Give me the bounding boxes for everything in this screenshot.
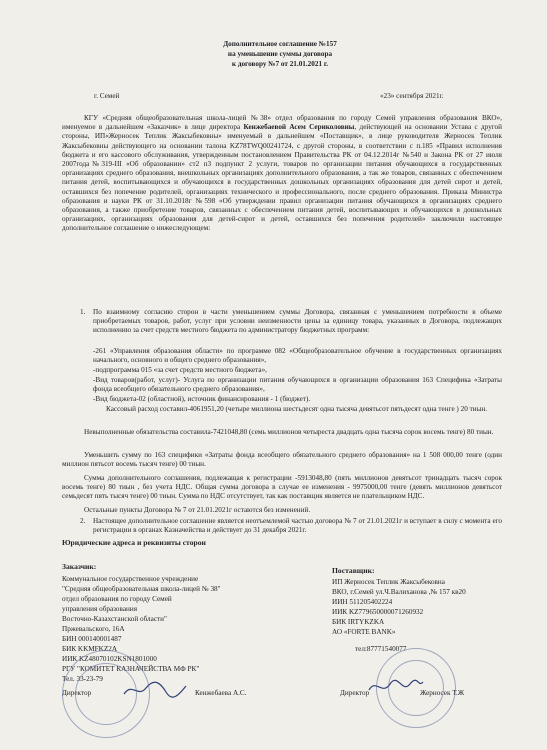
cash-expense: Кассовый расход составил-4061951,20 (четыре миллиона шестьдесят одна тысяча девятьсот пятьдесят одна тенге ) 20 тиын.: [106, 405, 488, 413]
legal-heading: Юридические адреса и реквизиты сторон: [62, 538, 206, 547]
supplier-line: ВКО, г.Семей ул.Ч.Валиханова ,№ 157 кв20: [332, 588, 466, 596]
customer-director-name: Кенжебаева А.С.: [195, 689, 247, 697]
title-line-1: Дополнительное соглашение №157: [223, 40, 337, 48]
supplier-heading: Поставщик:: [332, 566, 375, 575]
title-line-2: на уменьшение суммы договора: [227, 50, 333, 58]
program-line-4: -Вид бюджета-02 (областной), источник финансирования - 1 (бюджет).: [93, 395, 311, 403]
item-2-number: 2.: [80, 517, 86, 525]
customer-line: Тел. 33-23-79: [62, 675, 103, 683]
supplier-director-name: Жерносек Т.Ж: [420, 689, 465, 697]
intro-text-2: , действующей на основании Устава с другой стороны, ИП«Жерносек Теплик Жаксыбековны» именуемый в дальнейшем «Поставщик», в лице руководителя Жерносек Теплик Жаксыбековны действующего на основании талона KZ78TWQ00241724, с другой стороны, в соответствии с п.185 «Правил исполнения бюджета и его кассового обслуживания, утвержденным постановлением Правительства РК от 04.12.2014г №540 и Закона РК от 27 июля 2007года№319-III «Об образовании» ст2 п3 подпункт 2 услуги, товаров по организации питания обучающихся в государственных организациях среднего образования, внешкольных организациях дополнительного образования, а так же товаров, связанных с обеспечением питания детей, воспитывающихся и обучающихся в государственных дошкольных организациях образования для детей сирот и детей, оставшихся без попечение родителей, организациях технического и профессионального, после среднего образования. Приказа Министра образования и науки РК от 31.10.2018г №598 «Об утверждении правил организации питания обучающихся в организациях среднего образования, а также приобретение товаров, связанных с обеспечением питания детей, воспитывающих и обучающихся в дошкольных организациях, организациях образования для детей-сирот и детей, оставшихся без попечения родителей» заключили настоящее дополнительное соглашение о нижеследующем:: [62, 123, 502, 233]
director-name-bold: Кенжебаевой Асем Сериколовны: [243, 123, 355, 132]
supplier-director-label: Директор: [340, 689, 370, 697]
customer-line: БИК KKMFKZ2A: [62, 645, 118, 653]
reduce-amount: Уменьшить сумму по 163 специфики «Затраты фонда всеобщего обязательного среднего образования» на 1 508 000,00 тенге (один миллион пятьсот восемь тысяч тенге) 00 тиын.: [62, 451, 502, 469]
supplier-line: ИИН 511205402224: [332, 598, 393, 606]
customer-line: управления образования: [62, 605, 138, 613]
customer-line: РГУ "КОМИТЕТ КАЗНАЧЕЙСТВА МФ РК": [62, 665, 200, 673]
intro-text-1: КГУ «Средняя общеобразовательная школа-лицей №38» отдел образования по городу Семей управления образования ВКО», именуемое в дальнейшем «Заказчик» в лице директора: [62, 114, 502, 132]
customer-line: Коммунальное государственное учреждение: [62, 575, 199, 583]
intro-paragraph: [62, 114, 502, 234]
supplier-line: БИК IRTYKZKA: [332, 618, 385, 626]
customer-line: Восточно-Казахстанской области": [62, 615, 167, 623]
customer-director-label: Директор: [62, 689, 92, 697]
customer-line: отдел образования по городу Семей: [62, 595, 172, 603]
supplier-line: ИИК KZ779650000071260932: [332, 608, 424, 616]
customer-line: ИИК KZ48070102KSN1801000: [62, 655, 157, 663]
supplier-line: ИП Жерносек Теплик Жаксыбековна: [332, 578, 445, 586]
customer-heading: Заказчик:: [62, 562, 97, 571]
program-line-3: -Вид товаров(работ, услуг)- Услуга по организации питания обучающихся в организации образования 163 Специфика «Затраты фонда всеобщего обязательного среднего образования»,: [93, 376, 502, 394]
customer-line: "Средняя общеобразовательная школа-лицей № 38": [62, 585, 221, 593]
supplier-seal-inner: [388, 660, 444, 716]
customer-line: Пржевальского, 16А: [62, 625, 125, 633]
unfulfilled-obligations: Невыполненные обязательства составила-7421048,80 (семь миллионов четыреста двадцать одна тысяча сорок восемь тенге) 80 тиын.: [84, 428, 494, 436]
program-line-2: -подпрограмма 015 «за счет средств местного бюджета»,: [93, 366, 267, 374]
unchanged-terms: Остальные пункты Договора № 7 от 21.01.2021г остаются без изменений.: [84, 506, 311, 514]
date: «23» сентября 2021г.: [380, 92, 444, 100]
item-2-text: Настоящее дополнительное соглашение является неотъемлемой частью договора № 7 от 21.01.2021г и вступает в силу с момента его регистрации в органах Казначейства и действует до 31 декабря 2021г.: [93, 517, 502, 535]
customer-seal-inner: [75, 663, 137, 725]
program-line-1: -261 «Управления образования области» по программе 082 «Общеобразовательное обучение в государственных организациях начального, основного и общего среднего образования»,: [93, 347, 502, 365]
title-line-3: к договору №7 от 21.01.2021 г.: [231, 60, 329, 68]
item-1-text: По взаимному согласию сторон в части уменьшением суммы Договора, связанная с уменьшением потребности в объеме приобретаемых товаров, работ, услуг при условии неизменности цены за единицу товара, указанных в Договора, подлежащих исполнению за счет средств местного бюджета по администратору бюджетных программ:: [93, 308, 502, 335]
item-1-number: 1.: [80, 308, 86, 316]
supplier-phone: тел:87771540077: [355, 645, 407, 653]
city: г. Семей: [94, 92, 120, 100]
supplier-line: АО «FORTE BANK»: [332, 628, 396, 636]
agreement-sum: Сумма дополнительного соглашения, подлежащая к регистрации -5913048,80 (пять миллионов девятьсот тринадцать тысяч сорок восемь тенге) 80 тиын , без учета НДС. Общая сумма договора в случае ее изменения - 9975000,00 тенге (девять миллионов девятьсот семьдесят пять тысяч тенге) 00 тиын. Сумма по НДС отсутствует, так как поставщик является не плательщиком НДС.: [62, 474, 502, 501]
customer-line: БИН 000140001487: [62, 635, 122, 643]
